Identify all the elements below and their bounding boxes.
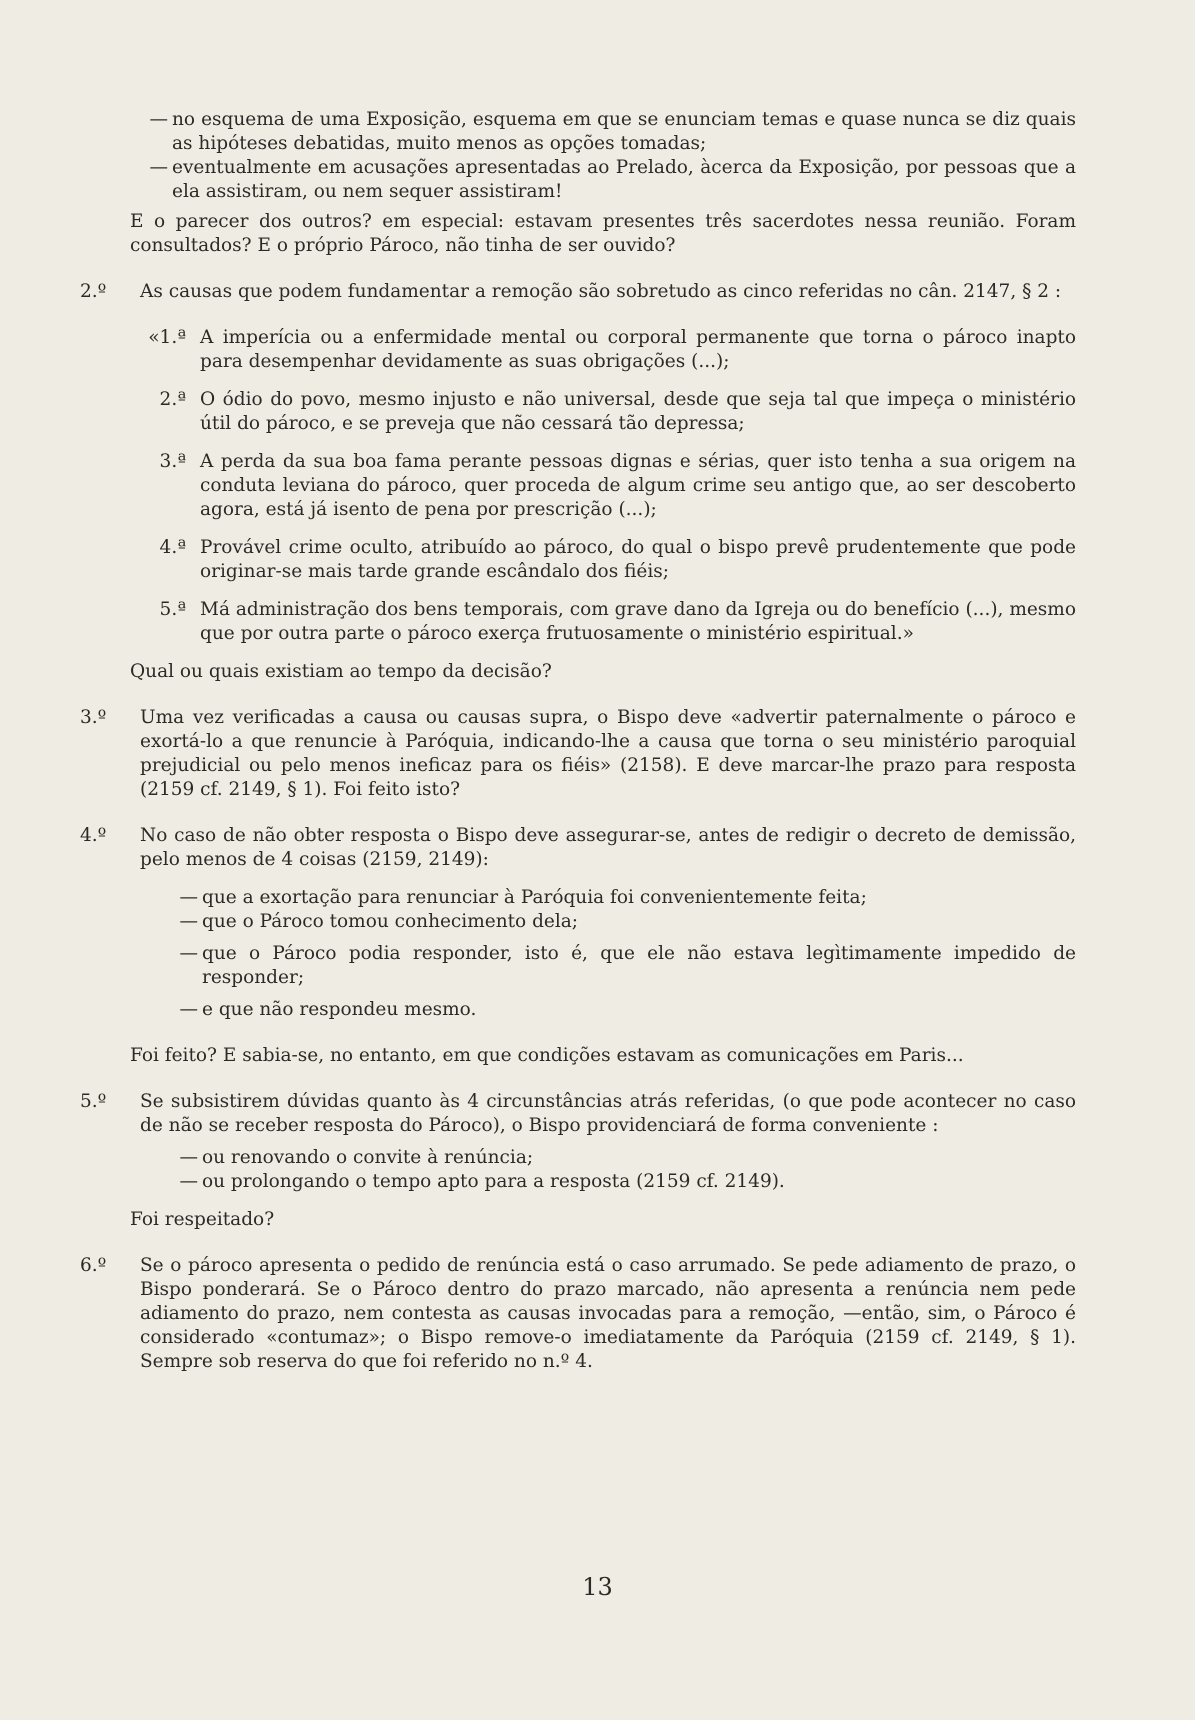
cause-item (130, 536, 1076, 584)
section-number: 6.º (80, 1255, 107, 1276)
section-text: No caso de não obter resposta o Bispo deve assegurar-se, antes de redigir o decreto de demissão, pelo menos de 4 coisas (2159, 2149): (140, 825, 1076, 870)
dash-mark: — (179, 911, 198, 932)
dash-mark: — (149, 109, 168, 130)
section-text: Se o pároco apresenta o pedido de renúncia está o caso arrumado. Se pede adiamento de prazo, o Bispo ponderará. Se o Pároco dentro do prazo marcado, não apresenta a renúncia nem pede adiamento do prazo, nem contesta as causas invocadas para a remoção, —então, sim, o Pároco é considerado «contumaz»; o Bispo remove-o imediatamente da Paróquia (2159 cf. 2149, § 1). Sempre sob reserva do que foi referido no n.º 4. (140, 1255, 1076, 1372)
cause-item (130, 388, 1076, 436)
cause-number: 4.ª (159, 537, 186, 558)
section-4-bullet: — que o Pároco tomou conhecimento dela; (160, 910, 1076, 934)
cause-text: Provável crime oculto, atribuído ao pároco, do qual o bispo prevê prudentemente que pode originar-se mais tarde grande escândalo dos fiéis; (200, 537, 1076, 582)
cause-text: A perda da sua boa fama perante pessoas dignas e sérias, quer isto tenha a sua origem na conduta leviana do pároco, quer proceda de algum crime seu antigo que, ao ser descoberto agora, está já isento de pena por prescrição (...); (200, 451, 1076, 520)
section-4-bullet: — que o Pároco podia responder, isto é, que ele não estava legìtimamente impedido de responder; (160, 942, 1076, 990)
dash-mark: — (179, 887, 198, 908)
cause-item (130, 326, 1076, 374)
dash-mark: — (179, 943, 198, 964)
section-3 (80, 706, 1076, 802)
page-content (80, 108, 1076, 1374)
section-5-bullet: — ou renovando o convite à renúncia; (160, 1146, 1076, 1170)
section-text: Uma vez verificadas a causa ou causas supra, o Bispo deve «advertir paternalmente o pároco e exortá-lo a que renuncie à Paróquia, indicando-lhe a causa que torna o seu ministério paroquial prejudicial ou pelo menos ineficaz para os fiéis» (2158). E deve marcar-lhe prazo para resposta (2159 cf. 2149, § 1). Foi feito isto? (140, 707, 1076, 800)
section-4 (80, 824, 1076, 872)
intro-bullet: — eventualmente em acusações apresentadas ao Prelado, àcerca da Exposição, por pessoas que a ela assistiram, ou nem sequer assistiram! (130, 156, 1076, 204)
cause-item (130, 450, 1076, 522)
cause-number: 2.ª (159, 389, 186, 410)
section-text: Se subsistirem dúvidas quanto às 4 circunstâncias atrás referidas, (o que pode acontecer no caso de não se receber resposta do Pároco), o Bispo providenciará de forma conveniente : (140, 1091, 1076, 1136)
section-text: As causas que podem fundamentar a remoção são sobretudo as cinco referidas no cân. 2147, § 2 : (140, 281, 1062, 302)
section-5-bullet: — ou prolongando o tempo apto para a resposta (2159 cf. 2149). (160, 1170, 1076, 1194)
cause-text: O ódio do povo, mesmo injusto e não universal, desde que seja tal que impeça o ministério útil do pároco, e se preveja que não cessará tão depressa; (200, 389, 1076, 434)
dash-mark: — (149, 157, 168, 178)
section-5 (80, 1090, 1076, 1138)
dash-mark: — (179, 1147, 198, 1168)
section-question: Foi respeitado? (130, 1209, 275, 1230)
cause-item (130, 598, 1076, 646)
dash-mark: — (179, 1171, 198, 1192)
cause-text: Má administração dos bens temporais, com grave dano da Igreja ou do benefício (...), mesmo que por outra parte o pároco exerça frutuosamente o ministério espiritual.» (200, 599, 1076, 644)
section-number: 3.º (80, 707, 107, 728)
section-number: 2.º (80, 281, 107, 302)
intro-bullet: — no esquema de uma Exposição, esquema em que se enunciam temas e quase nunca se diz quais as hipóteses debatidas, muito menos as opções tomadas; (130, 108, 1076, 156)
intro-question: E o parecer dos outros? em especial: estavam presentes três sacerdotes nessa reunião. Foram consultados? E o próprio Pároco, não tinha de ser ouvido? (130, 211, 1076, 256)
section-question: Qual ou quais existiam ao tempo da decisão? (130, 661, 552, 682)
section-4-bullet: — e que não respondeu mesmo. (160, 998, 1076, 1022)
section-number: 4.º (80, 825, 107, 846)
section-question: Foi feito? E sabia-se, no entanto, em que condições estavam as comunicações em Paris... (130, 1045, 964, 1066)
cause-number: 3.ª (159, 451, 186, 472)
cause-text: A imperícia ou a enfermidade mental ou corporal permanente que torna o pároco inapto para desempenhar devidamente as suas obrigações (...); (200, 327, 1076, 372)
cause-number: 5.ª (159, 599, 186, 620)
section-4-bullet: — que a exortação para renunciar à Paróquia foi convenientemente feita; (160, 886, 1076, 910)
section-2 (80, 280, 1076, 304)
dash-mark: — (179, 999, 198, 1020)
cause-number: «1.ª (148, 327, 186, 348)
section-number: 5.º (80, 1091, 107, 1112)
page-number: 13 (582, 1573, 613, 1601)
section-6 (80, 1254, 1076, 1374)
